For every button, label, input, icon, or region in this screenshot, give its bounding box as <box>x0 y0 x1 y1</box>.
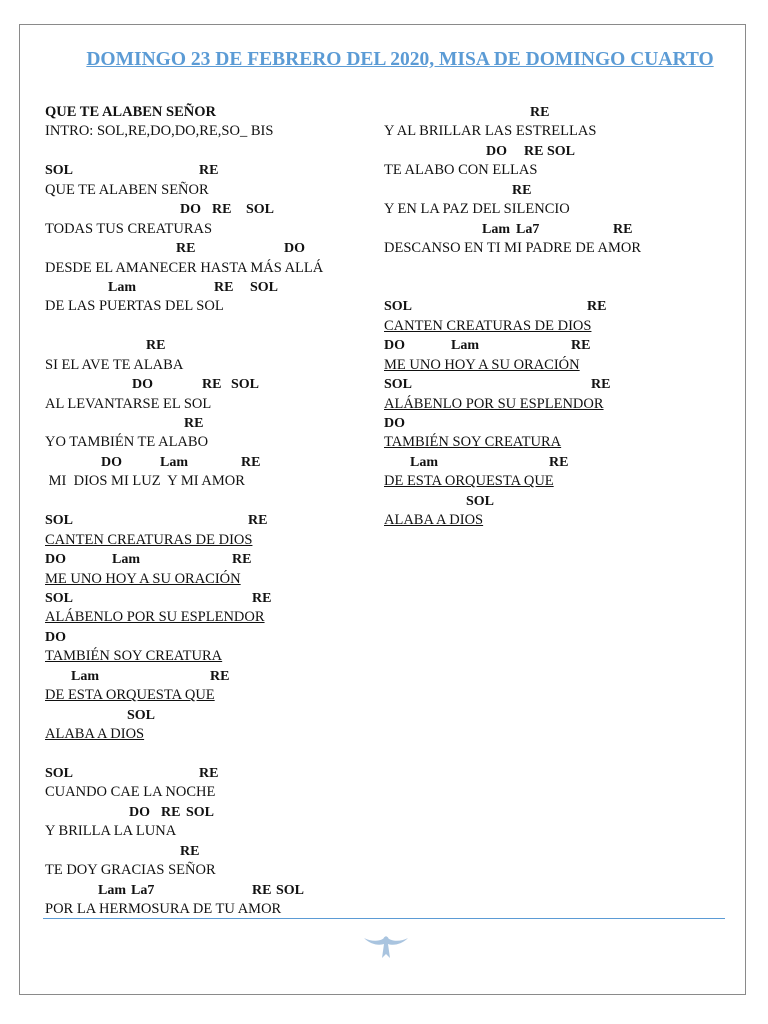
chord-line <box>45 881 375 900</box>
chord: RE <box>524 143 544 159</box>
chord: RE <box>587 299 607 315</box>
chord-line <box>45 414 375 433</box>
footer-rule <box>43 918 725 919</box>
chord: Lam <box>71 668 99 684</box>
lyric-line: TAMBIÉN SOY CREATURA <box>384 434 562 451</box>
left-column <box>45 103 375 919</box>
chord-line <box>384 492 714 511</box>
chord-line <box>45 667 375 686</box>
song-title: QUE TE ALABEN SEÑOR <box>45 104 216 120</box>
chord-line <box>45 161 375 180</box>
lyric-line: TE ALABO CON ELLAS <box>384 162 538 179</box>
lyric-line: Y AL BRILLAR LAS ESTRELLAS <box>384 123 597 140</box>
lyric-line: TE DOY GRACIAS SEÑOR <box>45 862 216 879</box>
chord-line <box>384 336 714 355</box>
chord: RE <box>549 454 569 470</box>
lyric-line: ALABA A DIOS <box>384 512 484 529</box>
chord-line <box>45 628 375 647</box>
chord: DO <box>486 143 507 159</box>
chord: RE <box>146 338 166 354</box>
chord: Lam <box>410 454 438 470</box>
chord: SOL <box>45 513 74 529</box>
chord-line <box>384 375 714 394</box>
lyric-line: CANTEN CREATURAS DE DIOS <box>45 531 253 548</box>
chord-line <box>45 842 375 861</box>
chord: SOL <box>186 804 215 820</box>
chord-line <box>45 550 375 569</box>
chord: RE <box>176 241 196 257</box>
chord-line <box>45 589 375 608</box>
chord-line <box>384 103 714 122</box>
chord: Lam <box>160 454 188 470</box>
chord: SOL <box>231 377 260 393</box>
chord: RE <box>252 590 272 606</box>
right-column <box>384 103 714 531</box>
page-title: DOMINGO 23 DE FEBRERO DEL 2020, MISA DE DOMINGO CUARTO <box>86 49 714 70</box>
chord: RE <box>571 338 591 354</box>
lyric-line: TAMBIÉN SOY CREATURA <box>45 648 223 665</box>
chord-line <box>384 220 714 239</box>
chord: RE <box>512 182 532 198</box>
lyric-line: ALÁBENLO POR SU ESPLENDOR <box>45 609 265 626</box>
lyric-line: ALÁBENLO POR SU ESPLENDOR <box>384 395 604 412</box>
lyric-line: DE LAS PUERTAS DEL SOL <box>45 298 224 315</box>
lyric-line: CANTEN CREATURAS DE DIOS <box>384 317 592 334</box>
chord-line <box>384 297 714 316</box>
chord: RE <box>232 552 252 568</box>
chord: SOL <box>45 163 74 179</box>
chord-line <box>45 239 375 258</box>
chord-line <box>384 453 714 472</box>
lyric-line: DESDE EL AMANECER HASTA MÁS ALLÁ <box>45 259 324 276</box>
lyric-line: MI DIOS MI LUZ Y MI AMOR <box>45 473 245 490</box>
chord: RE <box>252 882 272 898</box>
chord: SOL <box>45 765 74 781</box>
chord: SOL <box>127 707 156 723</box>
chord: DO <box>129 804 150 820</box>
chord: RE <box>530 105 550 120</box>
chord: RE <box>212 202 232 218</box>
chord: Lam <box>482 221 510 237</box>
chord: RE <box>591 377 611 393</box>
chord: DO <box>45 552 66 568</box>
lyric-line: ME UNO HOY A SU ORACIÓN <box>384 356 580 373</box>
fleur-ornament-icon <box>362 930 410 960</box>
chord-line <box>45 453 375 472</box>
lyric-line: DESCANSO EN TI MI PADRE DE AMOR <box>384 240 642 257</box>
lyric-line: DE ESTA ORQUESTA QUE <box>384 473 554 490</box>
chord: La7 <box>131 882 155 898</box>
lyric-line: SI EL AVE TE ALABA <box>45 356 184 373</box>
chord: RE <box>199 163 219 179</box>
lyric-line: CUANDO CAE LA NOCHE <box>45 784 216 801</box>
chord: RE <box>214 279 234 295</box>
spacer <box>384 278 714 297</box>
chord-line <box>384 414 714 433</box>
lyric-line: ALABA A DIOS <box>45 726 145 742</box>
lyric-line: ME UNO HOY A SU ORACIÓN <box>45 570 241 587</box>
chord-line <box>384 181 714 200</box>
chord: DO <box>384 338 405 354</box>
spacer <box>45 492 375 511</box>
lyric-line: DE ESTA ORQUESTA QUE <box>45 687 215 704</box>
chord: RE <box>202 377 222 393</box>
chord: Lam <box>451 338 479 354</box>
lyric-line: QUE TE ALABEN SEÑOR <box>45 181 209 198</box>
chord-line <box>45 803 375 822</box>
chord: DO <box>384 416 405 431</box>
chord: RE <box>180 843 200 859</box>
document-page <box>19 24 746 995</box>
chord: SOL <box>45 590 74 606</box>
chord: RE <box>184 416 204 431</box>
chord: La7 <box>516 221 540 237</box>
chord: SOL <box>384 299 413 315</box>
lyric-line: AL LEVANTARSE EL SOL <box>45 395 212 412</box>
chord-line <box>45 764 375 783</box>
chord: SOL <box>384 377 413 393</box>
lyric-line: TODAS TUS CREATURAS <box>45 220 213 237</box>
chord: SOL <box>246 202 275 218</box>
chord-line <box>45 375 375 394</box>
lyric-line: YO TAMBIÉN TE ALABO <box>45 434 209 451</box>
chord-line <box>45 200 375 219</box>
lyric-line: POR LA HERMOSURA DE TU AMOR <box>45 900 282 917</box>
chord: SOL <box>276 882 305 898</box>
chord: DO <box>132 377 153 393</box>
chord: Lam <box>98 882 126 898</box>
chord-line <box>45 336 375 355</box>
chord: DO <box>180 202 201 218</box>
chord: RE <box>161 804 181 820</box>
chord-line <box>45 511 375 530</box>
chord: DO <box>101 454 122 470</box>
lyric-line: Y BRILLA LA LUNA <box>45 823 177 840</box>
chord: DO <box>284 241 305 257</box>
chord: RE <box>241 454 261 470</box>
chord: SOL <box>466 493 495 509</box>
chord: Lam <box>112 552 140 568</box>
spacer <box>45 142 375 161</box>
chord: RE <box>613 221 633 237</box>
chord: RE <box>248 513 268 529</box>
chord-line <box>45 278 375 297</box>
chord: DO <box>45 629 66 645</box>
lyric-line: INTRO: SOL,RE,DO,DO,RE,SO_ BIS <box>45 123 274 140</box>
chord: SOL <box>547 143 576 159</box>
chord: RE <box>199 765 219 781</box>
chord-line <box>384 142 714 161</box>
spacer <box>384 259 714 278</box>
chord: RE <box>210 668 230 684</box>
chord: Lam <box>108 279 136 295</box>
spacer <box>45 317 375 336</box>
spacer <box>45 744 375 763</box>
lyric-line: Y EN LA PAZ DEL SILENCIO <box>384 201 570 218</box>
chord: SOL <box>250 279 279 295</box>
chord-line <box>45 706 375 725</box>
